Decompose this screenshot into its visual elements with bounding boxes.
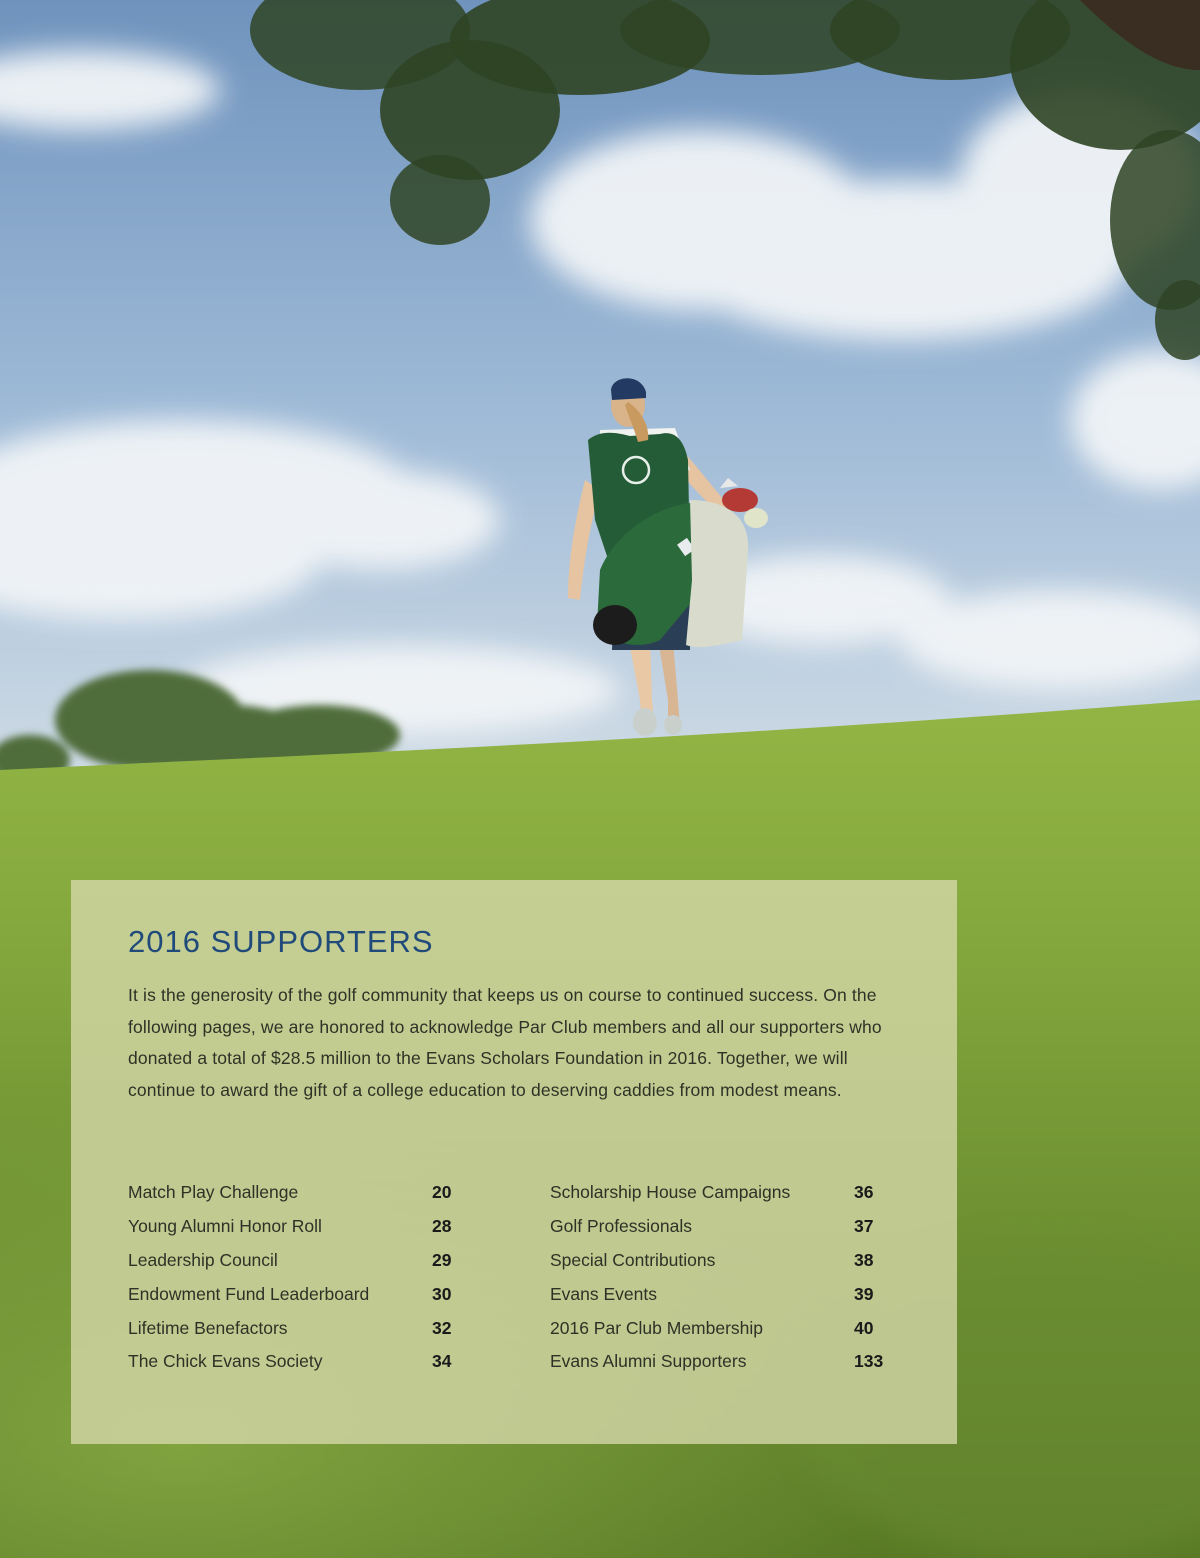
- toc-item[interactable]: [128, 1210, 550, 1244]
- toc-item[interactable]: [128, 1277, 550, 1311]
- toc-item-label: The Chick Evans Society: [128, 1351, 323, 1372]
- toc-item-label: Endowment Fund Leaderboard: [128, 1283, 370, 1304]
- toc-item[interactable]: [128, 1244, 550, 1278]
- toc-item-page: 40: [854, 1317, 874, 1338]
- toc-item[interactable]: [550, 1311, 890, 1345]
- toc-item-page: 20: [432, 1182, 452, 1203]
- toc-item-page: 34: [432, 1351, 452, 1372]
- toc-item[interactable]: [550, 1210, 890, 1244]
- toc-item[interactable]: [550, 1176, 890, 1210]
- toc-item-label: Scholarship House Campaigns: [550, 1182, 791, 1203]
- toc-item-label: Lifetime Benefactors: [128, 1317, 288, 1338]
- toc-item-label: Young Alumni Honor Roll: [128, 1216, 322, 1237]
- toc-item-page: 38: [854, 1249, 874, 1270]
- toc-item[interactable]: [550, 1277, 890, 1311]
- toc-item-label: 2016 Par Club Membership: [550, 1317, 764, 1338]
- table-of-contents: [128, 1176, 957, 1379]
- toc-item[interactable]: [550, 1244, 890, 1278]
- toc-item-label: Golf Professionals: [550, 1216, 693, 1237]
- toc-item-label: Evans Events: [550, 1283, 657, 1304]
- supporters-panel: [71, 880, 957, 1444]
- toc-item-page: 30: [432, 1283, 452, 1304]
- page-title: 2016 SUPPORTERS: [128, 924, 434, 959]
- intro-paragraph: It is the generosity of the golf community that keeps us on course to continued success. On the following pages, we are honored to acknowledge Par Club members and all our supporters who donated a total of $28.5 million to the Evans Scholars Foundation in 2016. Together, we will continue to award the gift of a college education to deserving caddies from modest means.: [128, 985, 882, 1101]
- toc-item-page: 32: [432, 1317, 452, 1338]
- toc-item-label: Match Play Challenge: [128, 1182, 299, 1203]
- toc-item[interactable]: [128, 1345, 550, 1379]
- toc-item[interactable]: [550, 1345, 890, 1379]
- toc-item-label: Leadership Council: [128, 1249, 278, 1270]
- toc-item-page: 39: [854, 1283, 874, 1304]
- toc-item[interactable]: [128, 1311, 550, 1345]
- toc-column-right: [550, 1176, 890, 1379]
- toc-item-page: 28: [432, 1216, 452, 1237]
- toc-item-page: 36: [854, 1182, 874, 1203]
- toc-column-left: [128, 1176, 550, 1379]
- toc-item-page: 29: [432, 1249, 452, 1270]
- toc-item-page: 133: [854, 1351, 884, 1372]
- toc-item-label: Special Contributions: [550, 1249, 716, 1270]
- toc-item-page: 37: [854, 1216, 874, 1237]
- toc-item[interactable]: [128, 1176, 550, 1210]
- toc-item-label: Evans Alumni Supporters: [550, 1351, 747, 1372]
